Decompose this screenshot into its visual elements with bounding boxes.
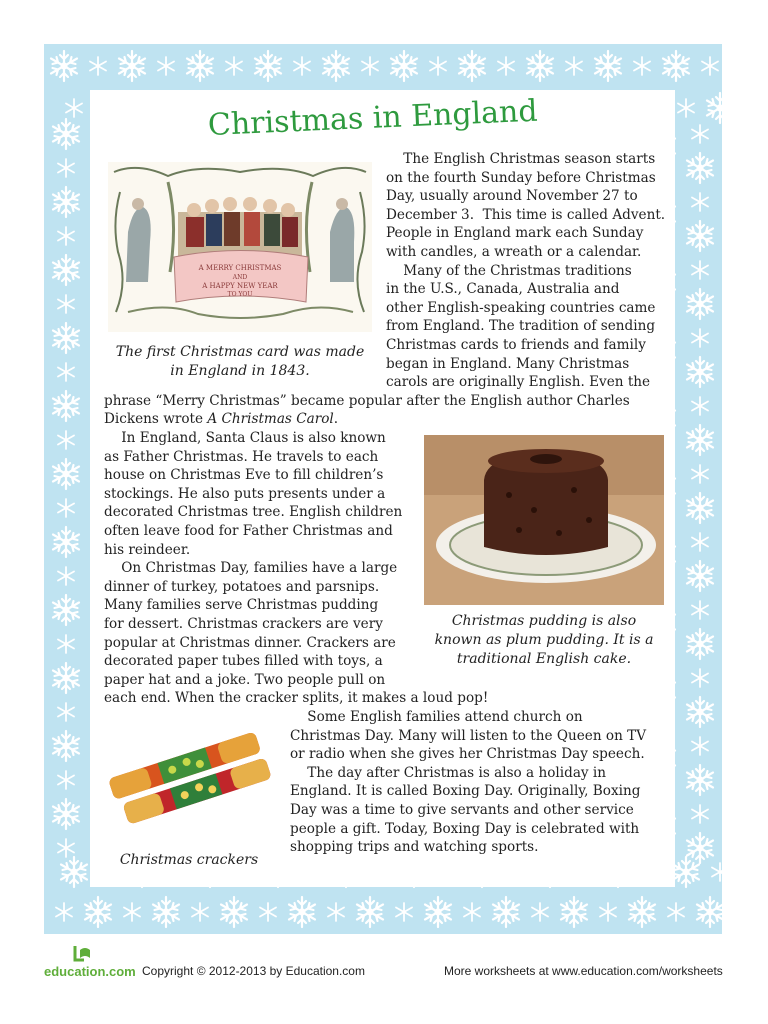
card-caption (100, 343, 380, 381)
text-line: England. It is called Boxing Day. Originally, Boxing (290, 783, 641, 800)
snowflake-icon (673, 857, 699, 887)
snowflake-icon (53, 255, 79, 285)
snowflake-icon (687, 561, 713, 591)
crackers-caption: Christmas crackers (119, 852, 259, 868)
text-line: on the fourth Sunday before Christmas (386, 169, 656, 186)
snowflake-icon (707, 93, 722, 123)
snowflake-icon (532, 903, 548, 921)
caption-line: traditional English cake. (456, 651, 632, 667)
card-banner-line3: A HAPPY NEW YEAR (202, 282, 278, 290)
text-line: phrase “Merry Christmas” became popular after the English author Charles (104, 392, 630, 409)
snowflake-icon (687, 697, 713, 727)
text-line: December 3. This time is called Advent. (386, 206, 666, 223)
christmas-pudding-image (424, 435, 664, 605)
text-line: for dessert. Christmas crackers are very (104, 616, 383, 632)
snowflake-icon (697, 897, 722, 927)
snowflake-icon (600, 903, 616, 921)
snowflake-icon (153, 897, 179, 927)
snowflake-icon (53, 799, 79, 829)
book-title: A Christmas Carol (207, 411, 334, 428)
text-line: carols are originally English. Even the (386, 374, 651, 391)
snowflake-icon (58, 771, 74, 789)
snowflake-icon (712, 863, 722, 881)
text-line: The English Christmas season starts (386, 151, 656, 167)
snowflake-icon (58, 635, 74, 653)
snowflake-icon (687, 153, 713, 183)
text-line: as Father Christmas. He travels to each (104, 448, 379, 465)
text-line: The day after Christmas is also a holiday in (290, 764, 607, 781)
card-banner-line1: A MERRY CHRISTMAS (198, 264, 282, 272)
snowflake-icon (692, 193, 708, 211)
card-banner-line2: AND (232, 274, 248, 281)
snowflake-icon (362, 57, 378, 75)
snowflake-icon (53, 595, 79, 625)
snowflake-icon (357, 897, 383, 927)
snowflake-icon (687, 221, 713, 251)
snowflake-icon (328, 903, 344, 921)
snowflake-icon (53, 527, 79, 557)
text-line: other English-speaking countries came (386, 299, 656, 316)
text-line: Day was a time to give servants and other service (290, 802, 634, 818)
pudding-caption (420, 612, 668, 669)
snowflake-icon (687, 833, 713, 863)
text-line: shopping trips and watching sports. (290, 839, 539, 856)
text-line: Many families serve Christmas pudding (104, 597, 379, 614)
text-line: his reindeer. (104, 541, 191, 558)
text-line: Christmas cards to friends and family (386, 337, 646, 353)
christmas-card-image (108, 162, 372, 332)
caption-line: Christmas pudding is also (451, 613, 637, 629)
snowflake-icon (58, 839, 74, 857)
snowflake-icon (226, 57, 242, 75)
snowflake-icon (687, 629, 713, 659)
text-line: with candles, a wreath or a calendar. (386, 244, 642, 260)
text-segment: Dickens wrote (104, 411, 208, 428)
snowflake-icon (692, 533, 708, 551)
caption-line: in England in 1843. (170, 363, 310, 379)
snowflake-icon (663, 51, 689, 81)
snowflake-icon (629, 897, 655, 927)
snowflake-icon (425, 897, 451, 927)
snowflake-icon (187, 51, 213, 81)
text-line: Some English families attend church on (290, 709, 583, 725)
text-line: decorated paper tubes filled with toys, a (104, 653, 383, 670)
snowflake-icon (692, 805, 708, 823)
snowflake-icon (692, 601, 708, 619)
text-line: began in England. Many Christmas (386, 355, 630, 372)
snowflake-icon (260, 903, 276, 921)
snowflake-icon (687, 493, 713, 523)
snowflake-icon (687, 357, 713, 387)
snowflake-icon (66, 99, 82, 117)
snowflake-icon (53, 119, 79, 149)
snowflake-icon (58, 295, 74, 313)
text-line: in the U.S., Canada, Australia and (386, 281, 620, 298)
snowflake-icon (678, 99, 694, 117)
text-line: paper hat and a joke. Two people pull on (104, 671, 386, 688)
caption-line: The first Christmas card was made (115, 344, 365, 360)
snowflake-icon (391, 51, 417, 81)
snowflake-icon (61, 857, 87, 887)
snowflake-icon (687, 425, 713, 455)
snowflake-icon (58, 703, 74, 721)
snowflake-icon (459, 51, 485, 81)
snowflake-icon (192, 903, 208, 921)
snowflake-icon (634, 57, 650, 75)
text-segment: . (333, 411, 339, 428)
snowflake-icon (692, 261, 708, 279)
snowflake-icon (221, 897, 247, 927)
snowflake-icon (692, 125, 708, 143)
snowflake-icon (692, 737, 708, 755)
page-title: Christmas in England (207, 93, 539, 143)
text-line: On Christmas Day, families have a large (104, 560, 398, 577)
text-line: people a gift. Today, Boxing Day is celebrated with (290, 820, 640, 837)
snowflake-icon (53, 731, 79, 761)
snowflake-icon (430, 57, 446, 75)
snowflake-icon (53, 391, 79, 421)
text-line: each end. When the cracker splits, it makes a loud pop! (104, 690, 489, 707)
snowflake-icon (692, 465, 708, 483)
snowflake-icon (498, 57, 514, 75)
snowflake-icon (692, 397, 708, 415)
snowflake-icon (53, 323, 79, 353)
snowflake-icon (493, 897, 519, 927)
snowflake-icon (58, 567, 74, 585)
snowflake-icon (561, 897, 587, 927)
snowflake-icon (692, 669, 708, 687)
copyright-text: Copyright © 2012-2013 by Education.com (142, 964, 365, 978)
snowflake-icon (56, 903, 72, 921)
text-line: popular at Christmas dinner. Crackers are (104, 634, 396, 651)
text-line: or radio when she gives her Christmas Day speech. (290, 746, 645, 763)
christmas-crackers-image (104, 716, 274, 842)
text-line: In England, Santa Claus is also known (104, 430, 386, 446)
snowflake-icon (53, 663, 79, 693)
snowflake-icon (687, 765, 713, 795)
snowflake-icon (566, 57, 582, 75)
snowflake-icon (692, 329, 708, 347)
snowflake-icon (668, 903, 684, 921)
snowflake-icon (90, 57, 106, 75)
snowflake-icon (158, 57, 174, 75)
text-line: dinner of turkey, potatoes and parsnips. (104, 578, 380, 595)
snowflake-icon (323, 51, 349, 81)
snowflake-icon (595, 51, 621, 81)
snowflake-icon (119, 51, 145, 81)
text-line: house on Christmas Eve to fill children’s (104, 467, 384, 484)
snowflake-icon (464, 903, 480, 921)
text-line: People in England mark each Sunday (386, 225, 644, 242)
snowflake-icon (687, 289, 713, 319)
education-logo[interactable] (44, 944, 136, 984)
text-line: Christmas Day. Many will listen to the Queen on TV (290, 727, 647, 744)
snowflake-icon (58, 431, 74, 449)
text-line: Day, usually around November 27 to (386, 188, 638, 205)
book-icon (72, 944, 94, 964)
snowflake-icon (294, 57, 310, 75)
text-line: often leave food for Father Christmas and (104, 523, 393, 539)
snowflake-icon (702, 57, 718, 75)
more-worksheets-link[interactable]: More worksheets at www.education.com/worksheets (444, 964, 723, 978)
snowflake-icon (85, 897, 111, 927)
text-line-carol (104, 410, 338, 429)
text-line: stockings. He also puts presents under a (104, 485, 386, 502)
snowflake-icon (53, 459, 79, 489)
snowflake-icon (58, 159, 74, 177)
card-banner-line4: TO YOU (227, 291, 253, 298)
snowflake-icon (53, 187, 79, 217)
caption-line: known as plum pudding. It is a (434, 632, 654, 648)
snowflake-icon (255, 51, 281, 81)
text-line: from England. The tradition of sending (386, 318, 656, 335)
snowflake-icon (58, 363, 74, 381)
snowflake-icon (58, 227, 74, 245)
logo-text: education.com (44, 964, 136, 979)
snowflake-icon (289, 897, 315, 927)
text-line: Many of the Christmas traditions (386, 262, 632, 279)
snowflake-icon (51, 51, 77, 81)
snowflake-icon (58, 499, 74, 517)
snowflake-icon (396, 903, 412, 921)
snowflake-icon (124, 903, 140, 921)
text-line: decorated Christmas tree. English children (104, 504, 403, 521)
snowflake-icon (527, 51, 553, 81)
